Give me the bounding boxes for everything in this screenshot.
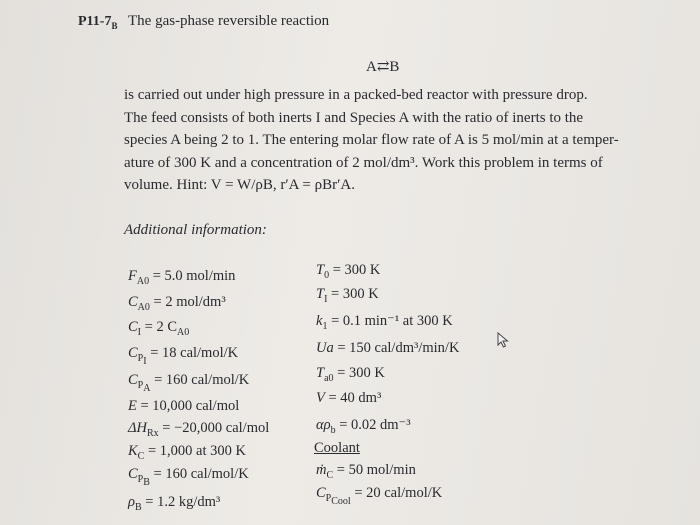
paragraph-line: The feed consists of both inerts I and Species A with the ratio of inerts to the <box>124 109 584 126</box>
mouse-pointer-icon <box>497 332 511 348</box>
problem-number: $P11-7_B$ <box>78 14 118 31</box>
paragraph-line: is carried out under high pressure in a packed-bed reactor with pressure drop. <box>124 87 588 103</box>
param-delta-h-rx: $\Delta H_{Rx} = -20,000$ cal/mol <box>128 420 270 439</box>
problem-paragraph <box>124 84 619 197</box>
param-fa0: $F_{A0} = 5.0$ mol/min <box>128 268 236 287</box>
param-ci: $C_I = 2$ $C_{A0}$ <box>128 319 190 338</box>
additional-info-heading: Additional information: <box>124 222 267 238</box>
paragraph-line: ature of 300 K and a concentration of 2 mol/dm³. Work this problem in terms of <box>124 154 603 171</box>
param-ta0: $T_{a0} = 300$ K <box>316 365 385 384</box>
param-rho-b: $\rho_B = 1.2$ kg/dm³ <box>128 494 221 513</box>
param-coolant-flow: ṁ$_C$ = 50 mol/min <box>316 462 416 481</box>
problem-intro: The gas-phase reversible reaction <box>128 13 330 29</box>
param-activation-energy: E = 10,000 cal/mol <box>128 398 240 414</box>
param-cp-coolant: $C_{P_{Cool}} = 20$ cal/mol/K <box>316 485 443 507</box>
paragraph-line: volume. Hint: V = W/ρB, r′A = ρBr′A. <box>124 177 355 193</box>
param-k1: $k_1 = 0.1$ min⁻¹ at 300 K <box>316 313 453 332</box>
coolant-heading: Coolant <box>314 440 360 456</box>
param-volume: V = 40 dm³ <box>316 390 382 406</box>
param-cp-a: $C_{P_A} = 160$ cal/mol/K <box>128 372 250 394</box>
param-cp-inert: $C_{P_I} = 18$ cal/mol/K <box>128 345 239 367</box>
reaction-equation: A⇄B <box>366 59 400 75</box>
param-alpha-rho: $\alpha\rho_b = 0.02$ dm⁻³ <box>316 417 411 436</box>
param-ti: $T_I = 300$ K <box>316 286 379 305</box>
param-cp-b: $C_{P_B} = 160$ cal/mol/K <box>128 466 249 488</box>
paragraph-line: species A being 2 to 1. The entering molar flow rate of A is 5 mol/min at a temper- <box>124 132 619 148</box>
param-ca0: $C_{A0} = 2$ mol/dm³ <box>128 294 226 313</box>
param-t0: $T_0 = 300$ K <box>316 262 381 281</box>
param-kc: $K_C = 1,000$ at 300 K <box>128 443 246 462</box>
param-ua: Ua = 150 cal/dm³/min/K <box>316 340 460 356</box>
